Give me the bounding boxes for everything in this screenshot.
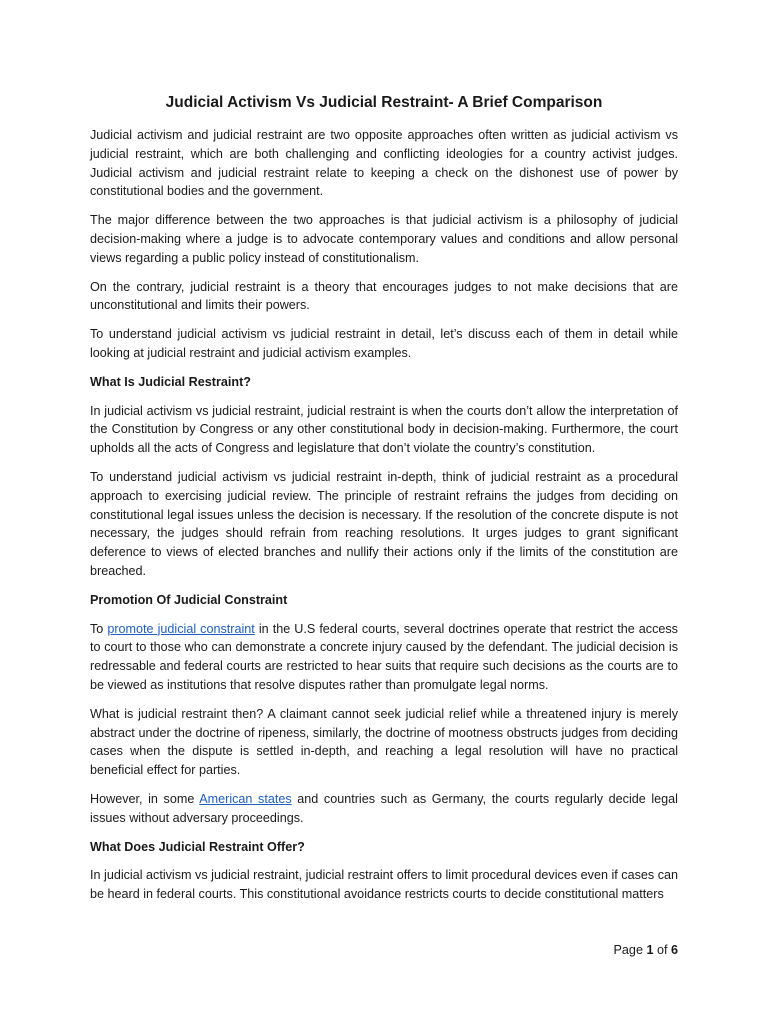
paragraph-american-states bbox=[90, 790, 678, 828]
paragraph-ripeness: What is judicial restraint then? A claimant cannot seek judicial relief while a threatened injury is merely abstract under the doctrine of ripeness, similarly, the doctrine of mootness obstructs judges from deciding cases when the dispute is settled in-depth, and reaching a legal resolution will have no practical beneficial effect for parties. bbox=[90, 706, 678, 778]
text-segment: To bbox=[90, 621, 108, 636]
paragraph-restraint-definition: In judicial activism vs judicial restraint, judicial restraint is when the courts don’t allow the interpretation of the Constitution by Congress or any other constitutional body in decision-making. Furthermore, the court upholds all the acts of Congress and legislature that don’t violate the country’s constitution. bbox=[90, 403, 678, 456]
american-states-link[interactable]: American states bbox=[199, 791, 292, 806]
section-heading-promotion: Promotion Of Judicial Constraint bbox=[90, 592, 288, 607]
page-total: 6 bbox=[670, 943, 678, 957]
page-current: 1 bbox=[646, 943, 654, 957]
paragraph-intro: Judicial activism and judicial restraint are two opposite approaches often written as judicial activism vs judicial restraint, which are both challenging and conflicting ideologies for a country activist judges. Judicial activism and judicial restraint relate to keeping a check on the dishonest use of power by constitutional bodies and the government. bbox=[90, 128, 678, 199]
section-heading-what-is-restraint: What Is Judicial Restraint? bbox=[90, 374, 251, 389]
page-label: Page bbox=[613, 943, 643, 957]
promote-judicial-constraint-link[interactable]: promote judicial constraint bbox=[107, 621, 255, 636]
paragraph-restraint-procedural: To understand judicial activism vs judicial restraint in-depth, think of judicial restraint as a procedural approach to exercising judicial review. The principle of restraint refrains the judges from deciding on constitutional legal issues unless the decision is necessary. If the resolution of the concrete dispute is not necessary, the judges should refrain from reaching resolutions. It urges judges to grant significant deference to views of elected branches and nullify their actions only if the limits of the constitution are breached. bbox=[90, 469, 678, 578]
text-segment: in the U.S federal courts, several doctrines operate that restrict the access to court to those who can demonstrate a concrete injury caused by the defendant. The judicial decision is redressable and federal courts are restricted to hear suits that require such decisions as the courts are to be viewed as institutions that resolve disputes rather than promulgate legal norms. bbox=[90, 621, 678, 692]
section-heading-what-offer: What Does Judicial Restraint Offer? bbox=[90, 839, 305, 854]
paragraph-promotion bbox=[90, 620, 678, 695]
text-segment: and countries such as Germany, the courts regularly decide legal issues without adversary proceedings. bbox=[90, 791, 678, 825]
text-segment: However, in some bbox=[90, 791, 200, 806]
of-label: of bbox=[656, 943, 668, 957]
paragraph-contrary: On the contrary, judicial restraint is a theory that encourages judges to not make decisions that are unconstitutional and limits their powers. bbox=[90, 279, 678, 313]
page-number-footer bbox=[614, 943, 678, 957]
document-title: Judicial Activism Vs Judicial Restraint- A Brief Comparison bbox=[165, 94, 603, 111]
paragraph-offer: In judicial activism vs judicial restraint, judicial restraint offers to limit procedural devices even if cases can be heard in federal courts. This constitutional avoidance restricts courts to decide constitutional matters bbox=[90, 868, 678, 902]
paragraph-difference: The major difference between the two approaches is that judicial activism is a philosophy of judicial decision-making where a judge is to advocate contemporary values and conditions and allow personal views regarding a public policy instead of constitutionalism. bbox=[90, 213, 678, 265]
paragraph-understand: To understand judicial activism vs judicial restraint in detail, let’s discuss each of them in detail while looking at judicial restraint and judicial activism examples. bbox=[90, 327, 678, 360]
document-page bbox=[90, 92, 678, 914]
